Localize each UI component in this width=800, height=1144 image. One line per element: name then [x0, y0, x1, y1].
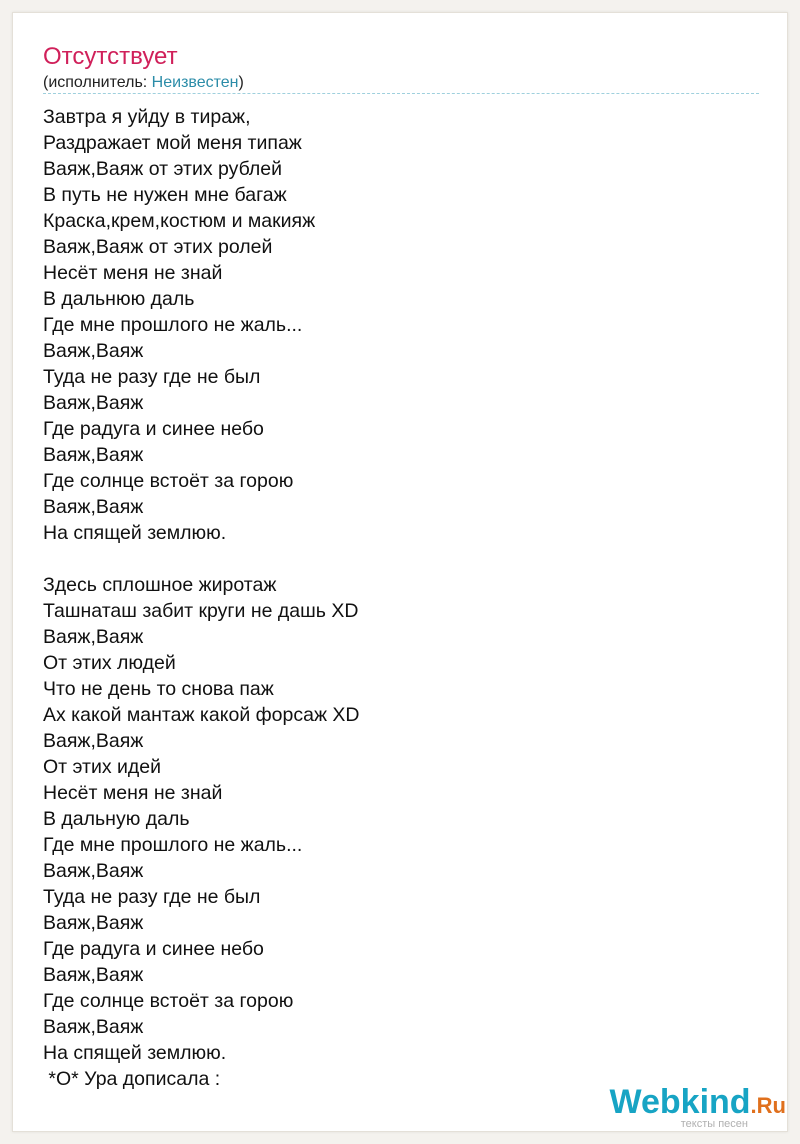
- lyric-line: Где солнце встоёт за горою: [43, 990, 294, 1012]
- artist-suffix: ): [238, 74, 244, 91]
- lyric-line: Ваяж,Ваяж: [43, 912, 144, 934]
- lyric-line: От этих идей: [43, 756, 162, 778]
- lyric-line: Ваяж,Ваяж: [43, 496, 144, 518]
- lyric-line: Ваяж,Ваяж: [43, 860, 144, 882]
- lyric-line: Ваяж,Ваяж: [43, 340, 144, 362]
- lyrics-page: [12, 12, 788, 1132]
- lyric-line: Где радуга и синее небо: [43, 418, 264, 440]
- lyric-line: Здесь сплошное жиротаж: [43, 574, 277, 596]
- lyric-line: В дальнюю даль: [43, 288, 195, 310]
- logo-main-text: Webkind: [609, 1083, 751, 1121]
- lyric-line: Ваяж,Ваяж: [43, 626, 144, 648]
- lyric-line: Где мне прошлого не жаль...: [43, 314, 303, 336]
- lyric-line: Где мне прошлого не жаль...: [43, 834, 303, 856]
- song-title: Отсутствует: [43, 43, 178, 70]
- artist-line: [43, 73, 244, 93]
- lyric-line: Что не день то снова паж: [43, 678, 274, 700]
- lyric-line: Ваяж,Ваяж: [43, 1016, 144, 1038]
- lyric-line: Где солнце встоёт за горою: [43, 470, 294, 492]
- webkind-logo: [588, 1082, 788, 1132]
- lyric-line: Где радуга и синее небо: [43, 938, 264, 960]
- lyric-line: Ваяж,Ваяж: [43, 444, 144, 466]
- lyric-line: В путь не нужен мне багаж: [43, 184, 287, 206]
- lyric-line: Несёт меня не знай: [43, 782, 223, 804]
- lyric-line: Ваяж,Ваяж: [43, 392, 144, 414]
- lyric-line: Ах какой мантаж какой форсаж XD: [43, 704, 360, 726]
- lyrics-text: [43, 104, 763, 1092]
- lyric-line: Ваяж,Ваяж от этих ролей: [43, 236, 273, 258]
- logo-tagline: тексты песен: [680, 1118, 748, 1130]
- artist-link[interactable]: Неизвестен: [151, 74, 239, 91]
- dashed-divider: [43, 93, 759, 94]
- lyric-line: Туда не разу где не был: [43, 366, 261, 388]
- lyric-line: Ташнаташ забит круги не дашь XD: [43, 600, 359, 622]
- lyric-line: Раздражает мой меня типаж: [43, 132, 302, 154]
- lyric-line: На спящей землюю.: [43, 522, 227, 544]
- lyric-line: Завтра я уйду в тираж,: [43, 106, 251, 128]
- lyric-line: Ваяж,Ваяж от этих рублей: [43, 158, 283, 180]
- lyric-line: *О* Ура дописала :: [43, 1068, 221, 1090]
- lyric-line: От этих людей: [43, 652, 176, 674]
- lyric-line: Туда не разу где не был: [43, 886, 261, 908]
- lyric-line: [43, 546, 763, 572]
- lyric-line: Ваяж,Ваяж: [43, 964, 144, 986]
- lyric-line: Ваяж,Ваяж: [43, 730, 144, 752]
- artist-prefix: (исполнитель:: [43, 74, 152, 91]
- lyric-line: Краска,крем,костюм и макияж: [43, 210, 316, 232]
- lyric-line: В дальную даль: [43, 808, 190, 830]
- logo-domain-text: .Ru: [750, 1093, 786, 1118]
- lyric-line: На спящей землюю.: [43, 1042, 227, 1064]
- lyric-line: Несёт меня не знай: [43, 262, 223, 284]
